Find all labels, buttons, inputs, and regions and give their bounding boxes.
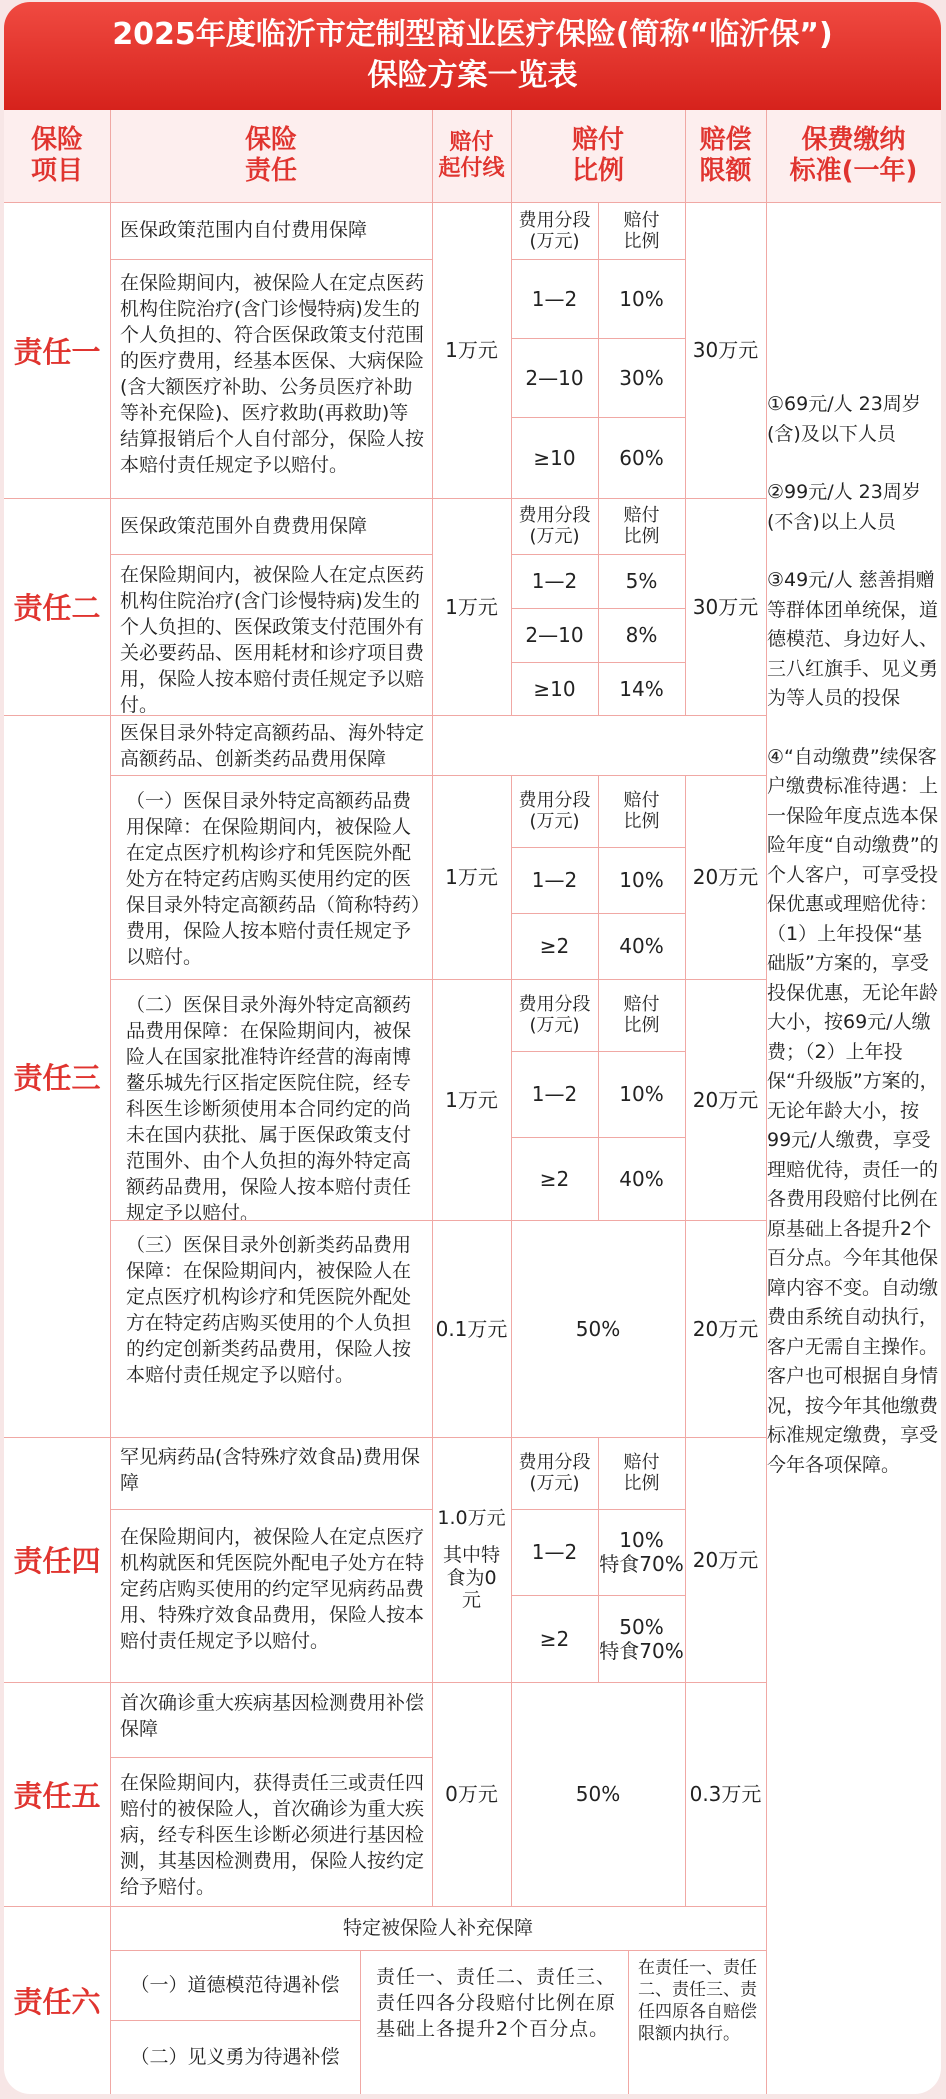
- tier-range: 1—2: [531, 286, 578, 311]
- duty-6-item-1: （一）道德模范待遇补偿: [130, 1973, 340, 1996]
- header-duty: 保险 责任: [110, 110, 432, 202]
- duty-1-title: 医保政策范围内自付费用保障: [120, 219, 368, 241]
- tier-rate: 10%: [619, 286, 664, 311]
- duty-3-title: 医保目录外特定高额药品、海外特定高额药品、创新类药品费用保障: [120, 722, 425, 770]
- duty-5-title: 首次确诊重大疾病基因检测费用补偿保障: [120, 1692, 425, 1740]
- grid-line: [432, 110, 433, 1906]
- premium-4: ④“自动缴费”续保客户缴费标准待遇：上一保险年度点选本保险年度“自动缴费”的个人客户，可享受投保优惠或理赔优待：（1）上年投保“基础版”方案的，享受投保优惠，无论年龄大小，按69元/人缴费；（2）上年投保“升级版”方案的，无论年龄大小，按99元/人缴费，享受理赔优待，责任一的各费用段赔付比例在原基础上各提升2个百分点。今年其他保障内容不变。自动缴费由系统自动执行，客户无需自主操作。客户也可根据自身情况，按今年其他缴费标准规定缴费，享受今年各项保障。: [767, 745, 939, 1476]
- duty-6-rule: 责任一、责任二、责任三、责任四各分段赔付比例在原基础上各提升2个百分点。: [376, 1966, 617, 2040]
- duty-4-title: 罕见病药品(含特殊疗效食品)费用保障: [120, 1446, 420, 1494]
- tier-rate: 40%: [619, 934, 664, 958]
- grid-line: [110, 1220, 766, 1221]
- tier-range: 1—2: [531, 868, 578, 892]
- duty-3-label: 责任三: [13, 1060, 101, 1095]
- tier-rate: 5%: [625, 569, 658, 593]
- duty-5-rate: 50%: [575, 1782, 621, 1806]
- tier-rate: 40%: [619, 1166, 664, 1191]
- duty-2-deductible: 1万元: [445, 594, 498, 619]
- premium-1: ①69元/人 23周岁(含)及以下人员: [767, 393, 921, 445]
- header-item: 保险 项目: [4, 110, 110, 202]
- grid-line: [110, 259, 432, 260]
- grid-line: [4, 498, 766, 499]
- duty-2-desc: 在保险期间内，被保险人在定点医药机构住院治疗(含门诊慢特病)发生的个人负担的、医保政策支付范围外有关必要药品、医用耗材和诊疗项目费用，保险人按本赔付责任规定予以赔付。: [120, 564, 425, 716]
- duty-4-label: 责任四: [13, 1544, 101, 1578]
- grid-line: [110, 1509, 432, 1510]
- duty-3b-desc: （二）医保目录外海外特定高额药品费用保障：在保险期间内，被保险人在国家批准特许经营的海南博鳌乐城先行区指定医院住院，经专科医生诊断须使用本合同约定的尚未在国内获批、属于医保政策支付范围外、由个人负担的海外特定高额药品费用，保险人按本赔付责任规定予以赔付。: [126, 994, 412, 1224]
- grid-line: [4, 202, 941, 203]
- premium-2: ②99元/人 23周岁(不含)以上人员: [767, 481, 921, 533]
- duty-2-title: 医保政策范围外自费费用保障: [120, 515, 368, 537]
- tier-range: ≥10: [533, 445, 576, 470]
- duty-3c-desc: （三）医保目录外创新类药品费用保障：在保险期间内，被保险人在定点医疗机构诊疗和凭医院外配处方在特定药店购买使用的个人负担的约定创新类药品费用，保险人按本赔付责任规定予以赔付。: [126, 1234, 412, 1386]
- grid-line: [4, 715, 766, 716]
- tier-range: ≥2: [539, 1626, 570, 1651]
- grid-line: [685, 110, 686, 715]
- tier-rate: 50% 特食70%: [599, 1614, 684, 1663]
- duty-3c-rate: 50%: [575, 1316, 621, 1341]
- tier-header-range: 费用分段 (万元): [518, 505, 591, 547]
- duty-6-item-2: （二）见义勇为待遇补偿: [130, 2045, 340, 2068]
- grid-line: [685, 775, 686, 1906]
- grid-line: [598, 775, 599, 1220]
- tier-header-range: 费用分段 (万元): [518, 209, 591, 252]
- grid-line: [110, 554, 432, 555]
- tier-rate: 10%: [619, 1082, 664, 1106]
- duty-1-label: 责任一: [13, 334, 101, 369]
- tier-range: 2—10: [525, 365, 584, 390]
- duty-3c-deductible: 0.1万元: [435, 1316, 508, 1341]
- tier-header-rate: 赔付 比例: [623, 790, 660, 832]
- duty-6-label: 责任六: [13, 1984, 101, 2019]
- duty-2-label: 责任二: [13, 591, 101, 625]
- grid-line: [4, 1437, 766, 1438]
- header-premium: 保费缴纳 标准(一年): [766, 110, 941, 202]
- tier-header-range: 费用分段 (万元): [518, 994, 591, 1036]
- tier-range: ≥10: [533, 676, 576, 701]
- tier-range: 1—2: [531, 1082, 578, 1106]
- tier-header-rate: 赔付 比例: [623, 209, 660, 252]
- grid-line: [766, 110, 767, 2094]
- header-ratio: 赔付 比例: [511, 110, 685, 202]
- tier-rate: 30%: [619, 365, 664, 390]
- tier-rate: 60%: [619, 445, 664, 470]
- tier-header-rate: 赔付 比例: [623, 1452, 660, 1494]
- tier-range: 1—2: [531, 1540, 578, 1564]
- tier-range: ≥2: [539, 1166, 570, 1191]
- duty-3a-limit: 20万元: [692, 865, 759, 889]
- duty-4-deductible: 1.0万元 其中特食为0元: [437, 1506, 506, 1612]
- grid-line: [598, 202, 599, 715]
- grid-line: [110, 2020, 360, 2021]
- grid-line: [360, 1950, 361, 2094]
- title-banner: [4, 2, 941, 110]
- grid-line: [110, 979, 766, 980]
- tier-rate: 10%: [619, 868, 664, 892]
- grid-line: [4, 1906, 766, 1907]
- insurance-plan-card: [4, 2, 941, 2094]
- duty-3a-desc: （一）医保目录外特定高额药品费用保障：在保险期间内，被保险人在定点医疗机构诊疗和凭医院外配处方在特定药店购买使用约定的医保目录外特定高额药品（简称特药）费用，保险人按本赔付责任规定予以赔付。: [126, 790, 421, 968]
- duty-1-deductible: 1万元: [445, 338, 498, 362]
- duty-3c-limit: 20万元: [692, 1316, 759, 1341]
- tier-header-rate: 赔付 比例: [623, 994, 660, 1036]
- tier-range: 1—2: [531, 569, 578, 593]
- tier-rate: 14%: [619, 676, 664, 701]
- grid-line: [110, 1757, 432, 1758]
- duty-5-limit: 0.3万元: [689, 1782, 762, 1806]
- grid-line: [598, 1437, 599, 1682]
- grid-line: [628, 1950, 629, 2094]
- tier-header-range: 费用分段 (万元): [518, 1452, 591, 1494]
- header-deductible: 赔付 起付线: [432, 110, 511, 202]
- grid-line: [110, 110, 111, 2094]
- duty-4-desc: 在保险期间内，被保险人在定点医疗机构就医和凭医院外配电子处方在特定药店购买使用的约定罕见病药品费用、特殊疗效食品费用，保险人按本赔付责任规定予以赔付。: [120, 1526, 425, 1652]
- duty-6-limit: 在责任一、责任二、责任三、责任四原各自赔偿限额内执行。: [638, 1958, 757, 2044]
- grid-line: [110, 1950, 766, 1951]
- duty-1-desc: 在保险期间内，被保险人在定点医药机构住院治疗(含门诊慢特病)发生的个人负担的、符合医保政策支付范围的医疗费用，经基本医保、大病保险(含大额医疗补助、公务员医疗补助等补充保险)、医疗救助(再救助)等结算报销后个人自付部分，保险人按本赔付责任规定予以赔付。: [120, 272, 425, 476]
- duty-1-limit: 30万元: [692, 338, 759, 362]
- tier-rate: 8%: [625, 623, 658, 647]
- header-limit: 赔偿 限额: [685, 110, 766, 202]
- grid-line: [511, 775, 512, 1906]
- duty-6-title: 特定被保险人补充保障: [342, 1916, 533, 1939]
- duty-4-limit: 20万元: [692, 1547, 759, 1572]
- duty-5-label: 责任五: [13, 1778, 101, 1813]
- duty-5-desc: 在保险期间内，获得责任三或责任四赔付的被保险人，首次确诊为重大疾病，经专科医生诊断必须进行基因检测，其基因检测费用，保险人按约定给予赔付。: [120, 1772, 425, 1898]
- duty-3b-deductible: 1万元: [445, 1087, 498, 1112]
- grid-line: [511, 110, 512, 715]
- tier-header-range: 费用分段 (万元): [518, 790, 591, 832]
- duty-5-deductible: 0万元: [445, 1782, 498, 1806]
- tier-range: 2—10: [525, 623, 584, 647]
- page-subtitle: 保险方案一览表: [367, 58, 578, 93]
- tier-range: ≥2: [539, 934, 570, 958]
- premium-3: ③49元/人 慈善捐赠等群体团单统保，道德模范、身边好人、三八红旗手、见义勇为等人员的投保: [767, 569, 939, 709]
- grid-line: [4, 1682, 766, 1683]
- duty-3b-limit: 20万元: [692, 1087, 759, 1112]
- page-title: 2025年度临沂市定制型商业医疗保险(简称“临沂保”): [112, 17, 833, 52]
- duty-3a-deductible: 1万元: [445, 865, 498, 889]
- duty-2-limit: 30万元: [692, 594, 759, 619]
- tier-header-rate: 赔付 比例: [623, 505, 660, 547]
- grid-line: [110, 775, 766, 776]
- premium-standard: [767, 390, 939, 1509]
- tier-rate: 10% 特食70%: [599, 1528, 684, 1576]
